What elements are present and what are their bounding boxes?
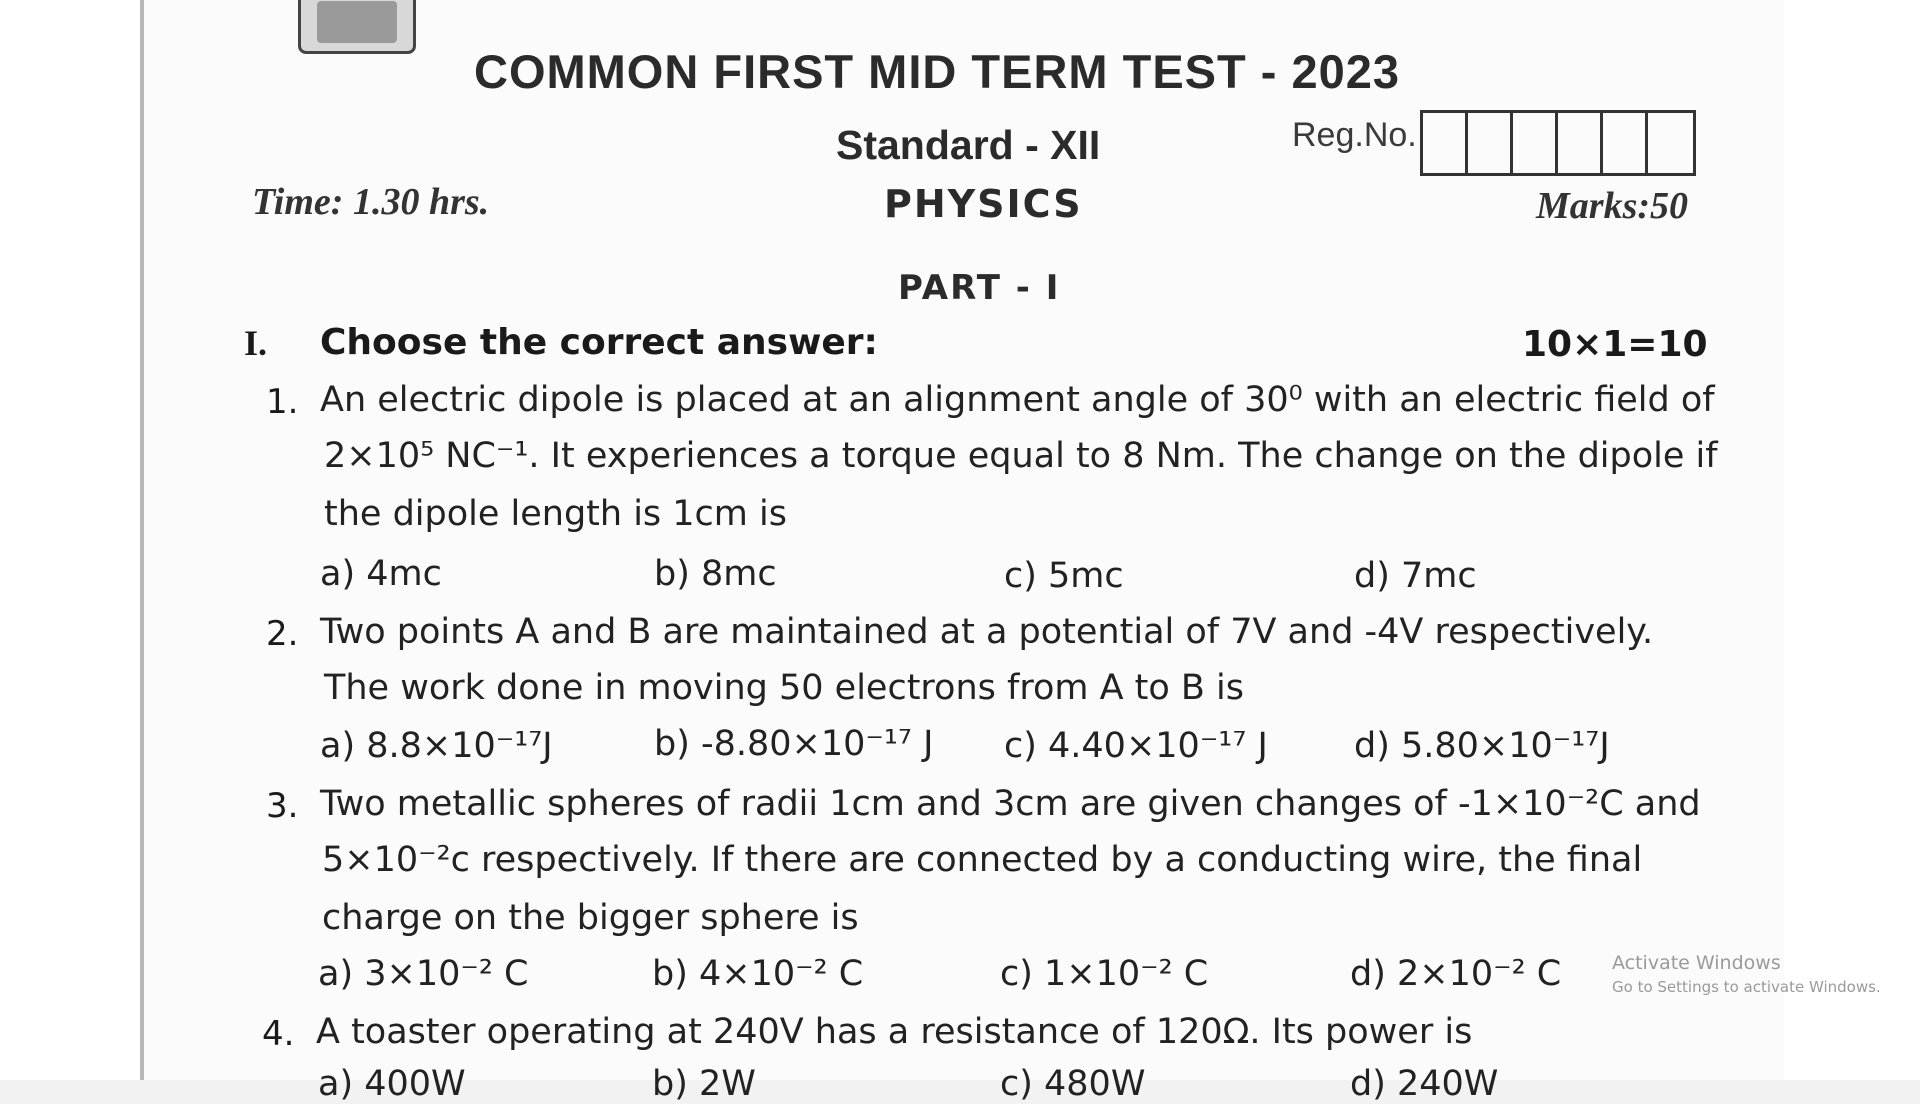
total-marks: Marks:50 <box>1536 185 1689 227</box>
question-number: 4. <box>262 1014 295 1054</box>
section-heading: Choose the correct answer: <box>320 322 878 363</box>
section-number: I. <box>244 323 268 363</box>
reg-no-box <box>1603 113 1648 173</box>
reg-no-box <box>1558 113 1603 173</box>
exam-title: COMMON FIRST MID TERM TEST - 2023 <box>474 45 1401 98</box>
question-text-line: An electric dipole is placed at an alignment angle of 30⁰ with an electric field of <box>320 380 1715 420</box>
question-text-line: The work done in moving 50 electrons from A to B is <box>324 668 1245 708</box>
reg-no-box <box>1423 113 1468 173</box>
option-b: b) -8.80×10⁻¹⁷ J <box>654 724 934 764</box>
question-number: 1. <box>266 382 299 422</box>
option-d: d) 7mc <box>1354 556 1477 596</box>
option-c: c) 5mc <box>1004 556 1124 596</box>
option-d: d) 2×10⁻² C <box>1350 954 1562 994</box>
reg-no-box <box>1648 113 1693 173</box>
question-text-line: Two metallic spheres of radii 1cm and 3cm are given changes of -1×10⁻²C and <box>320 784 1701 824</box>
option-c: c) 480W <box>1000 1064 1146 1104</box>
left-margin <box>0 0 140 1080</box>
question-text-line: charge on the bigger sphere is <box>322 898 859 938</box>
question-number: 3. <box>266 786 299 826</box>
reg-no-box <box>1468 113 1513 173</box>
activate-windows-watermark <box>1612 952 1881 996</box>
right-margin <box>1784 0 1920 1080</box>
question-text-line: the dipole length is 1cm is <box>324 494 787 534</box>
option-a: a) 8.8×10⁻¹⁷J <box>320 726 553 766</box>
question-text-line: Two points A and B are maintained at a potential of 7V and -4V respectively. <box>320 612 1654 652</box>
question-text-line: 5×10⁻²c respectively. If there are connected by a conducting wire, the final <box>322 840 1643 880</box>
time-allowed: Time: 1.30 hrs. <box>252 181 490 223</box>
question-number: 2. <box>266 614 299 654</box>
option-c: c) 4.40×10⁻¹⁷ J <box>1004 726 1268 766</box>
reg-no-box <box>1513 113 1558 173</box>
question-text-line: 2×10⁵ NC⁻¹. It experiences a torque equal to 8 Nm. The change on the dipole if <box>324 436 1718 476</box>
option-c: c) 1×10⁻² C <box>1000 954 1209 994</box>
reg-no-label: Reg.No. <box>1292 116 1417 154</box>
question-text-line: A toaster operating at 240V has a resistance of 120Ω. Its power is <box>316 1012 1473 1052</box>
option-a: a) 400W <box>318 1064 466 1104</box>
reg-no-boxes <box>1420 110 1696 176</box>
option-d: d) 240W <box>1350 1064 1499 1104</box>
option-a: a) 4mc <box>320 554 442 594</box>
option-b: b) 4×10⁻² C <box>652 954 864 994</box>
standard-label: Standard - XII <box>836 122 1101 168</box>
option-b: b) 2W <box>652 1064 756 1104</box>
option-d: d) 5.80×10⁻¹⁷J <box>1354 726 1610 766</box>
watermark-subtitle: Go to Settings to activate Windows. <box>1612 978 1881 996</box>
part-heading: PART - I <box>898 268 1061 308</box>
subject-title: PHYSICS <box>884 182 1083 226</box>
option-a: a) 3×10⁻² C <box>318 954 529 994</box>
section-marks: 10×1=10 <box>1522 324 1708 365</box>
school-emblem-icon <box>298 0 416 54</box>
option-b: b) 8mc <box>654 554 777 594</box>
watermark-title: Activate Windows <box>1612 952 1781 974</box>
